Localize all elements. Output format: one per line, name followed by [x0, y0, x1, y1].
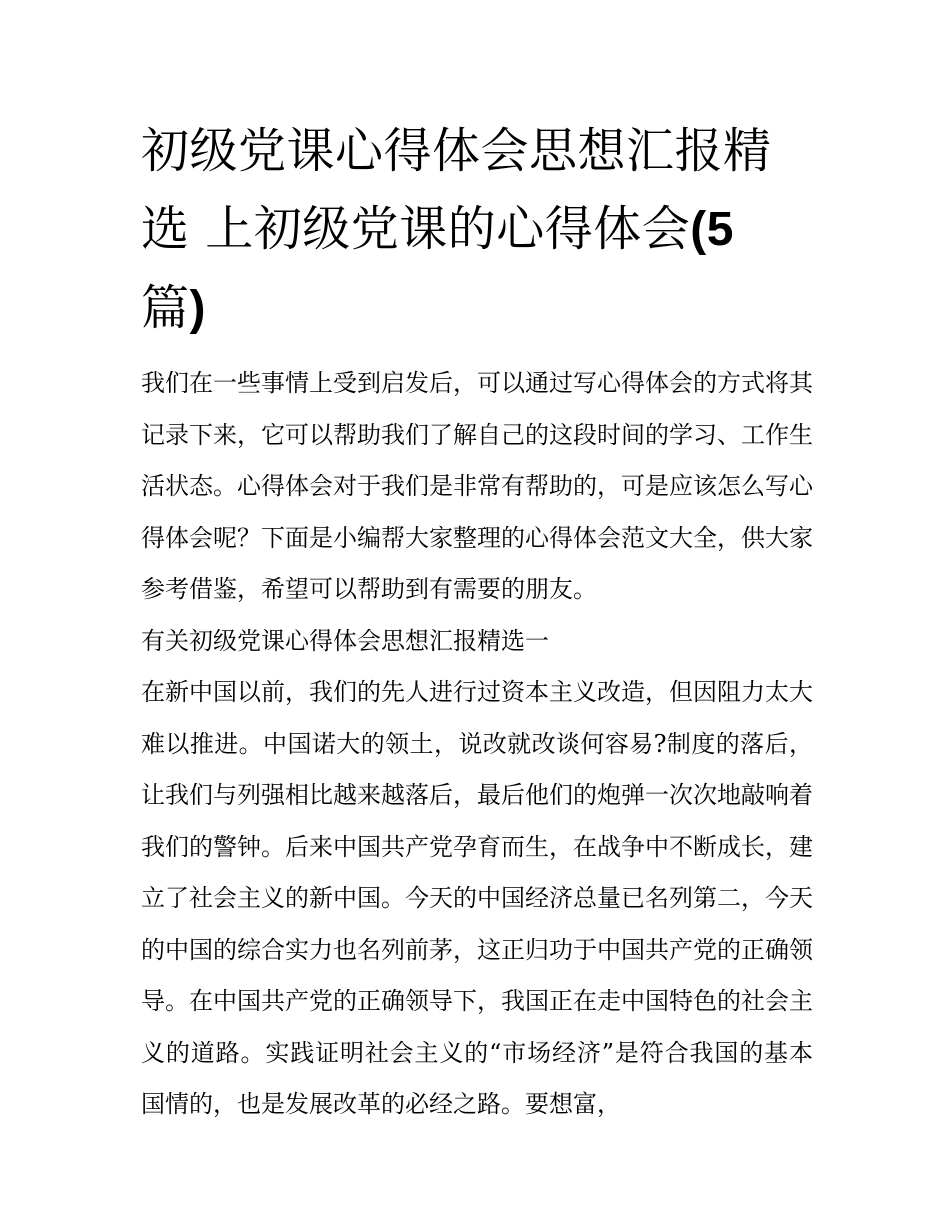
- document-content: [141, 112, 813, 1131]
- title-count-open: (5: [690, 203, 734, 256]
- section-heading: 有关初级党课心得体会思想汇报精选一: [141, 626, 549, 655]
- title-text: 初级党课心得体会思想汇报精选 上初级党课的心得体会: [141, 123, 772, 257]
- intro-paragraph: 我们在一些事情上受到启发后，可以通过写心得体会的方式将其记录下来，它可以帮助我们了解自己的这段时间的学习、工作生活状态。心得体会对于我们是非常有帮助的，可是应该怎么写心得体会呢？下面是小编帮大家整理的心得体会范文大全，供大家参考借鉴，希望可以帮助到有需要的朋友。: [141, 369, 813, 603]
- document-title: [141, 112, 813, 348]
- section-body-paragraph: 在新中国以前，我们的先人进行过资本主义改造，但因阻力太大难以推进。中国诺大的领土，说改就改谈何容易?制度的落后，让我们与列强相比越来越落后，最后他们的炮弹一次次地敲响着我们的警钟。后来中国共产党孕育而生，在战争中不断成长，建立了社会主义的新中国。今天的中国经济总量已名列第二，今天的中国的综合实力也名列前茅，这正归功于中国共产党的正确领导。在中国共产党的正确领导下，我国正在走中国特色的社会主义的道路。实践证明社会主义的“市场经济”是符合我国的基本国情的，也是发展改革的必经之路。要想富，: [141, 678, 813, 1118]
- title-suffix: 篇: [141, 280, 190, 336]
- title-count-close: ): [189, 282, 206, 335]
